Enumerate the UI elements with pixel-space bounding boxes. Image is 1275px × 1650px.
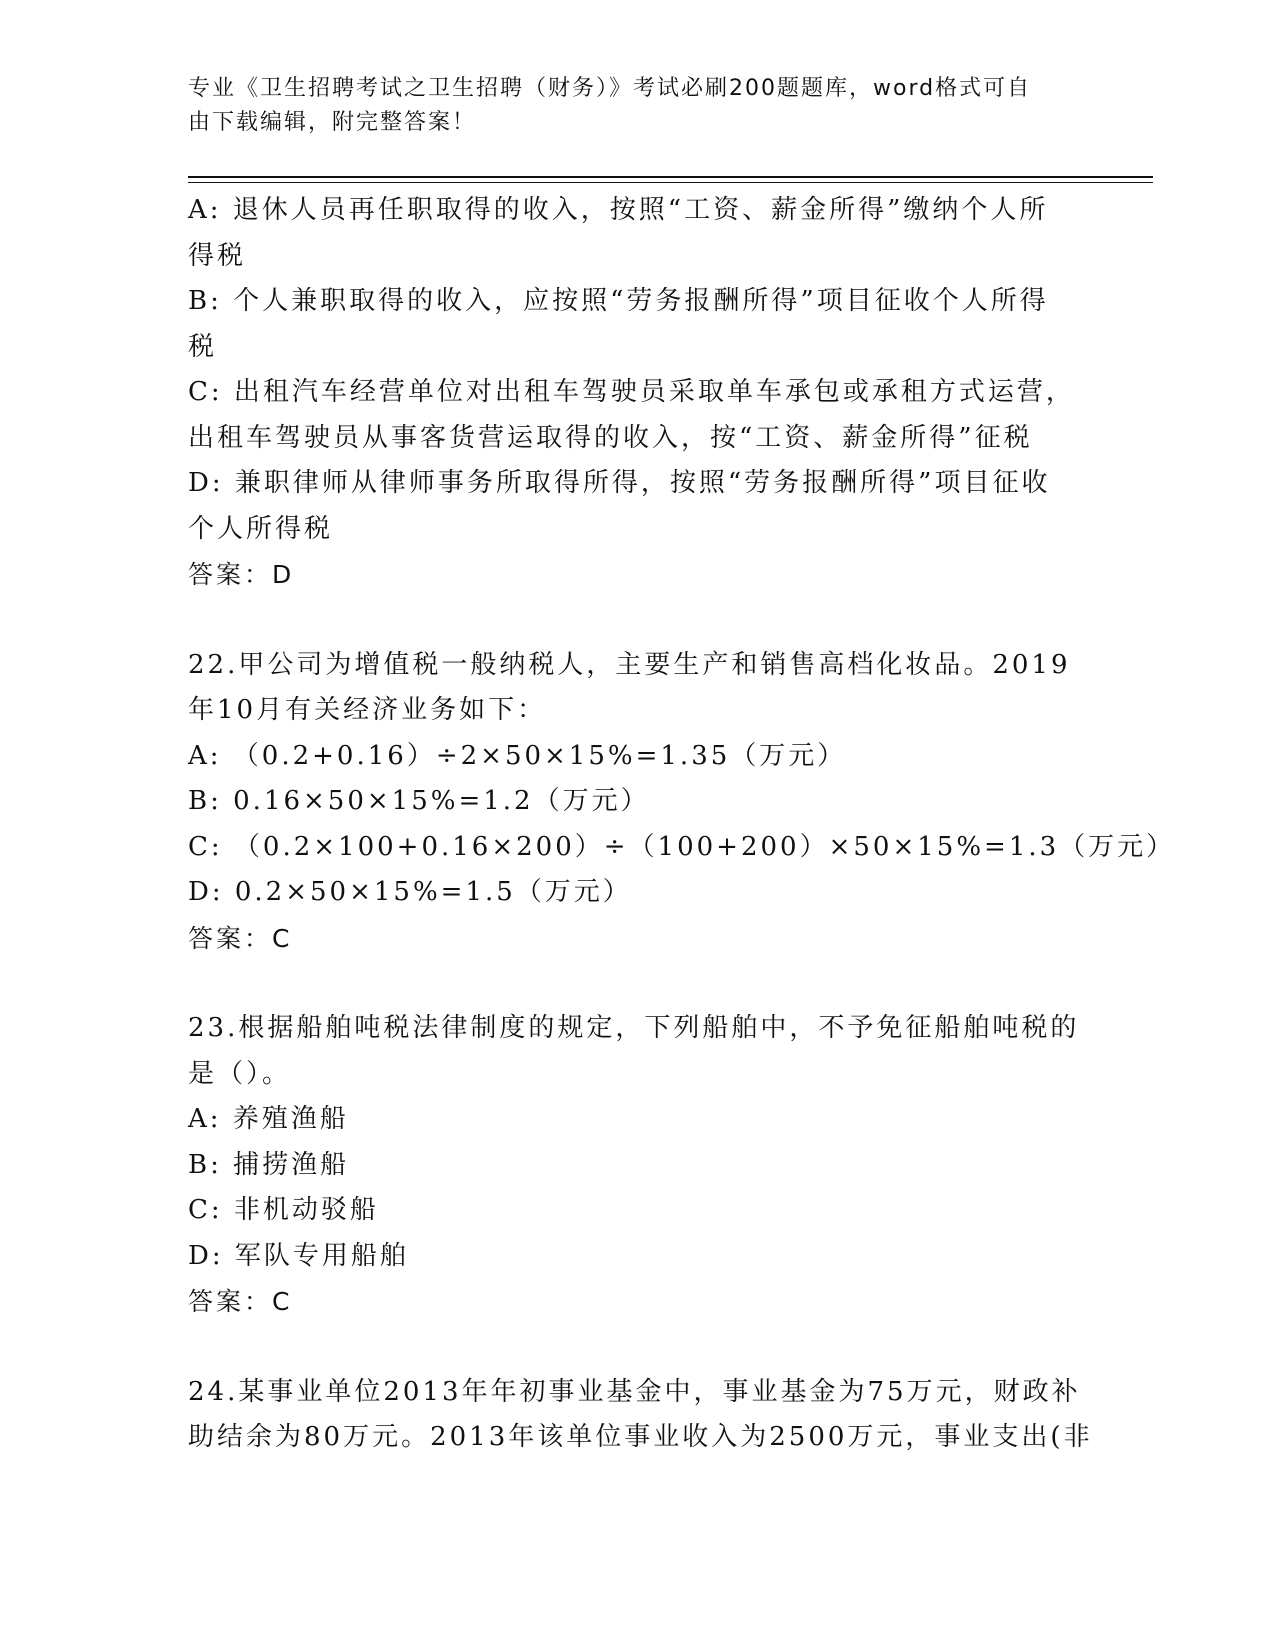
- option-b-line-1: B: 个人兼职取得的收入，应按照“劳务报酬所得”项目征收个人所得: [188, 286, 1049, 316]
- header-divider-thick: [188, 176, 1153, 178]
- spacer: [188, 1325, 1078, 1370]
- question-24-stem-line-1: 24.某事业单位2013年年初事业基金中，事业基金为75万元，财政补: [188, 1376, 1081, 1407]
- question-22-option-c: C: （0.2×100+0.16×200）÷（100+200）×50×15%=1.3（万元）: [188, 831, 1176, 862]
- option-c-line-1: C: 出租汽车经营单位对出租车驾驶员采取单车承包或承租方式运营，: [188, 377, 1075, 407]
- question-23-stem-line-1: 23.根据船舶吨税法律制度的规定，下列船舶中，不予免征船舶吨税的: [188, 1013, 1080, 1043]
- document-header: [188, 72, 1068, 140]
- option-d-line-2: 个人所得税: [188, 513, 334, 544]
- answer-22: 答案：C: [188, 923, 293, 953]
- header-line-2: 由下载编辑，附完整答案！: [188, 110, 477, 135]
- question-22-stem-line-2: 年10月有关经济业务如下：: [188, 695, 547, 725]
- option-b-line-2: 税: [188, 331, 218, 362]
- option-c-line-2: 出租车驾驶员从事客货营运取得的收入，按“工资、薪金所得”征税: [188, 422, 1033, 453]
- answer-23: 答案：C: [188, 1287, 293, 1316]
- answer-21: 答案：D: [188, 560, 295, 589]
- header-divider-thin: [188, 182, 1153, 183]
- question-23-option-a: A: 养殖渔船: [188, 1104, 349, 1134]
- question-22-option-a: A: （0.2+0.16）÷2×50×15%=1.35（万元）: [188, 740, 847, 771]
- question-23-option-d: D: 军队专用船舶: [188, 1240, 409, 1271]
- question-21-options: [188, 188, 1078, 598]
- question-22: [188, 643, 1176, 962]
- option-a-line-1: A: 退休人员再任职取得的收入，按照“工资、薪金所得”缴纳个人所: [188, 195, 1049, 225]
- spacer: [188, 961, 1078, 1006]
- spacer: [188, 598, 1078, 643]
- question-24: [188, 1370, 1093, 1461]
- question-22-option-d: D: 0.2×50×15%=1.5（万元）: [188, 877, 632, 907]
- question-24-stem-line-2: 助结余为80万元。2013年该单位事业收入为2500万元，事业支出(非: [188, 1422, 1093, 1452]
- question-23-option-b: B: 捕捞渔船: [188, 1149, 350, 1180]
- question-22-option-b: B: 0.16×50×15%=1.2（万元）: [188, 786, 650, 816]
- document-body: [188, 188, 1176, 1461]
- question-23: [188, 1006, 1078, 1325]
- option-d-line-1: D: 兼职律师从律师事务所取得所得，按照“劳务报酬所得”项目征收: [188, 468, 1051, 498]
- question-23-stem-line-2: 是（）。: [188, 1058, 292, 1089]
- option-a-line-2: 得税: [188, 240, 247, 271]
- header-line-1: 专业《卫生招聘考试之卫生招聘（财务）》考试必刷200题题库，word格式可自: [188, 76, 1032, 101]
- question-22-stem-line-1: 22.甲公司为增值税一般纳税人，主要生产和销售高档化妆品。2019: [188, 649, 1071, 680]
- question-23-option-c: C: 非机动驳船: [188, 1195, 379, 1225]
